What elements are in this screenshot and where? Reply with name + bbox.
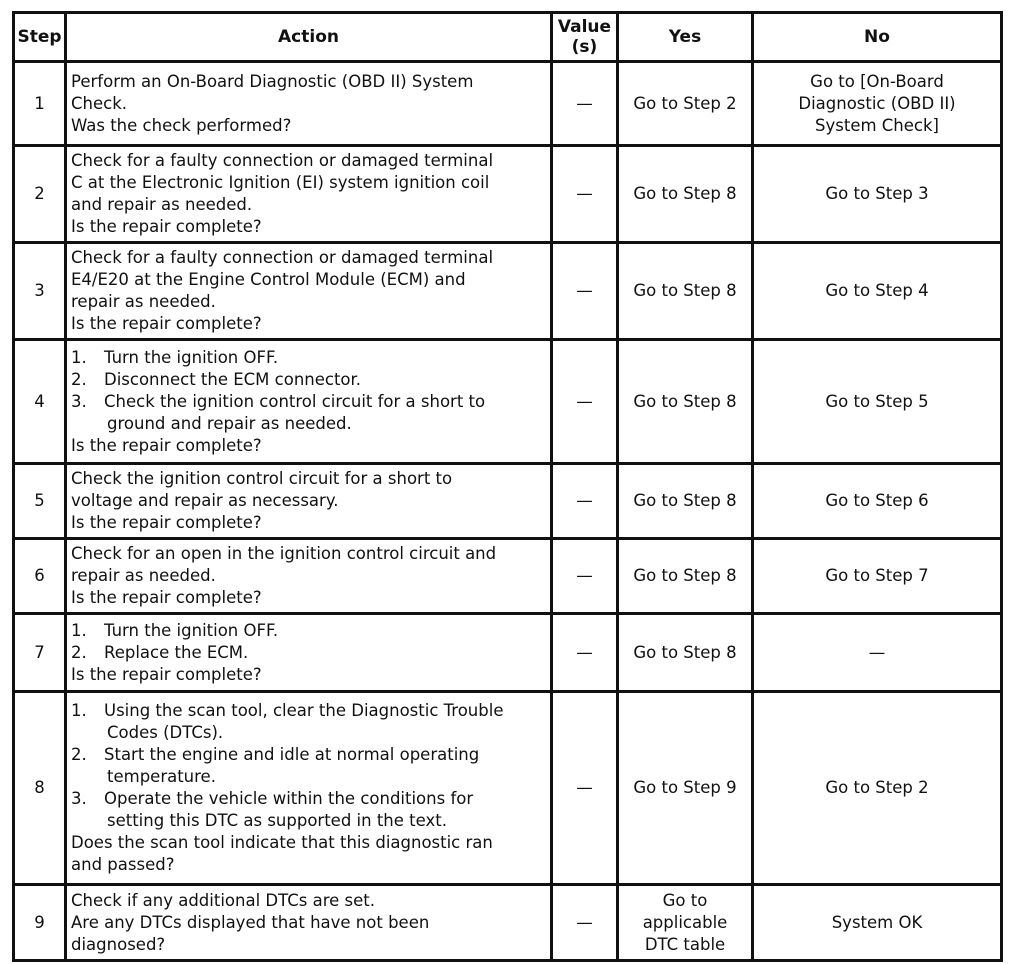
value-cell: — <box>552 539 618 614</box>
yes-cell: Go to Step 8 <box>618 340 753 464</box>
step-number: 2 <box>14 146 66 243</box>
column-header-value <box>552 13 618 62</box>
action-line: Is the repair complete? <box>71 513 262 532</box>
action-line: diagnosed? <box>71 934 166 954</box>
column-header-no: No <box>753 13 1002 62</box>
action-cell <box>66 340 552 464</box>
no-cell <box>753 62 1002 146</box>
value-cell: — <box>552 885 618 961</box>
action-cell <box>66 146 552 243</box>
numbered-item-continuation: temperature. <box>107 767 216 786</box>
column-header-step: Step <box>14 13 66 62</box>
action-line: Is the repair complete? <box>71 314 262 333</box>
step-number: 6 <box>14 539 66 614</box>
question-line: and passed? <box>71 855 175 874</box>
table-header-row <box>14 13 1002 62</box>
no-cell: Go to Step 2 <box>753 692 1002 885</box>
table-body <box>14 62 1002 961</box>
yes-cell: Go to Step 8 <box>618 614 753 692</box>
yes-line: applicable <box>642 912 728 932</box>
step-number: 9 <box>14 885 66 961</box>
no-line: System Check] <box>815 115 939 135</box>
action-line: and repair as needed. <box>71 195 253 214</box>
no-line: Go to [On-Board <box>810 71 944 91</box>
column-header-yes: Yes <box>618 13 753 62</box>
no-cell: Go to Step 7 <box>753 539 1002 614</box>
action-line: Check for a faulty connection or damaged terminal <box>71 151 494 170</box>
numbered-item-continuation: setting this DTC as supported in the text. <box>107 811 447 830</box>
column-header-value-line1: Value <box>557 17 612 37</box>
yes-cell: Go to Step 8 <box>618 539 753 614</box>
column-header-action: Action <box>66 13 552 62</box>
value-cell: — <box>552 614 618 692</box>
action-cell <box>66 243 552 340</box>
step-number: 7 <box>14 614 66 692</box>
table-row <box>14 340 1002 464</box>
action-line: voltage and repair as necessary. <box>71 491 339 510</box>
numbered-item: 2. Disconnect the ECM connector. <box>71 369 362 389</box>
action-line: repair as needed. <box>71 292 216 311</box>
value-cell: — <box>552 146 618 243</box>
numbered-item: 3. Check the ignition control circuit for a short to <box>71 391 486 411</box>
table-row <box>14 885 1002 961</box>
action-line: Is the repair complete? <box>71 588 262 607</box>
table-row <box>14 692 1002 885</box>
table-row <box>14 243 1002 340</box>
yes-cell: Go to Step 8 <box>618 464 753 539</box>
action-line: Check. <box>71 93 128 113</box>
action-line: Check the ignition control circuit for a short to <box>71 469 453 488</box>
no-cell: Go to Step 5 <box>753 340 1002 464</box>
action-cell <box>66 539 552 614</box>
table-row <box>14 539 1002 614</box>
action-cell <box>66 614 552 692</box>
question-line: Does the scan tool indicate that this diagnostic ran <box>71 833 493 852</box>
action-line: Check for a faulty connection or damaged terminal <box>71 248 494 267</box>
table-row <box>14 614 1002 692</box>
value-cell: — <box>552 340 618 464</box>
numbered-item: 3. Operate the vehicle within the conditions for <box>71 789 474 808</box>
diagnostic-table-document <box>12 11 1000 962</box>
action-line: Check for an open in the ignition control circuit and <box>71 544 497 563</box>
no-cell: Go to Step 3 <box>753 146 1002 243</box>
no-line: Diagnostic (OBD II) <box>798 93 956 113</box>
question-line: Is the repair complete? <box>71 664 262 684</box>
column-header-value-line2: (s) <box>571 37 598 57</box>
step-number: 8 <box>14 692 66 885</box>
action-line: E4/E20 at the Engine Control Module (ECM) and <box>71 270 466 289</box>
action-cell <box>66 464 552 539</box>
no-cell: System OK <box>753 885 1002 961</box>
numbered-item-continuation: ground and repair as needed. <box>107 413 352 433</box>
yes-cell: Go to Step 8 <box>618 243 753 340</box>
yes-cell: Go to Step 2 <box>618 62 753 146</box>
action-cell <box>66 885 552 961</box>
numbered-item-continuation: Codes (DTCs). <box>107 723 224 742</box>
yes-line: Go to <box>662 890 708 910</box>
numbered-item: 2. Start the engine and idle at normal operating <box>71 745 480 764</box>
numbered-item: 2. Replace the ECM. <box>71 642 249 662</box>
action-cell <box>66 692 552 885</box>
step-number: 3 <box>14 243 66 340</box>
step-number: 1 <box>14 62 66 146</box>
action-cell <box>66 62 552 146</box>
value-cell: — <box>552 464 618 539</box>
yes-cell: Go to Step 8 <box>618 146 753 243</box>
action-line: repair as needed. <box>71 566 216 585</box>
yes-cell <box>618 885 753 961</box>
diagnostic-steps-table <box>12 11 1003 962</box>
table-row <box>14 62 1002 146</box>
action-line: Was the check performed? <box>71 115 292 135</box>
yes-line: DTC table <box>644 934 726 954</box>
table-row <box>14 464 1002 539</box>
action-line: C at the Electronic Ignition (EI) system ignition coil <box>71 173 490 192</box>
numbered-item: 1. Using the scan tool, clear the Diagnostic Trouble <box>71 701 504 720</box>
action-line: Is the repair complete? <box>71 217 262 236</box>
no-cell: — <box>753 614 1002 692</box>
yes-cell: Go to Step 9 <box>618 692 753 885</box>
numbered-item: 1. Turn the ignition OFF. <box>71 620 279 640</box>
step-number: 4 <box>14 340 66 464</box>
value-cell: — <box>552 62 618 146</box>
step-number: 5 <box>14 464 66 539</box>
value-cell: — <box>552 243 618 340</box>
value-cell: — <box>552 692 618 885</box>
question-line: Is the repair complete? <box>71 435 262 455</box>
action-line: Check if any additional DTCs are set. <box>71 890 375 910</box>
no-cell: Go to Step 6 <box>753 464 1002 539</box>
no-cell: Go to Step 4 <box>753 243 1002 340</box>
action-line: Are any DTCs displayed that have not been <box>71 912 430 932</box>
action-line: Perform an On-Board Diagnostic (OBD II) System <box>71 71 474 91</box>
numbered-item: 1. Turn the ignition OFF. <box>71 347 279 367</box>
table-row <box>14 146 1002 243</box>
